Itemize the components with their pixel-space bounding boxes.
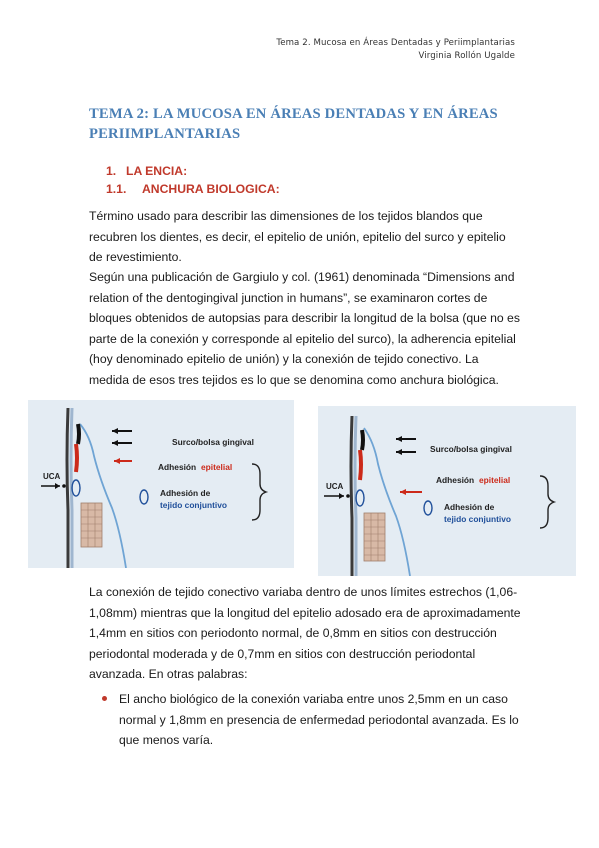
header-title: Tema 2. Mucosa en Áreas Dentadas y Periimplantarias [276, 38, 515, 48]
header-author: Virginia Rollón Ugalde [418, 51, 515, 61]
label-adhesion-de: Adhesión de [160, 488, 211, 498]
sulcus-mark [78, 424, 79, 444]
uca-label: UCA [326, 482, 344, 491]
section-label: LA ENCIA: [126, 164, 188, 178]
uca-label: UCA [43, 472, 61, 481]
bone-block [81, 503, 102, 547]
paragraph-conexion: La conexión de tejido conectivo variaba dentro de unos límites estrechos (1,06-1,08mm) mientras que la longitud del epitelio adosado era de aproximadamente 1,4mm en sitios con periodonto normal, de 0,8mm en sitios con destrucción periodontal moderada y de 0,7mm en sitios con destrucción periodontal avanzada. En otras palabras: [89, 585, 521, 682]
sulcus-mark [362, 430, 363, 450]
label-tejido-conjuntivo: tejido conjuntivo [160, 500, 227, 510]
page-title: TEMA 2: LA MUCOSA EN ÁREAS DENTADAS Y EN ÁREAS PERIIMPLANTARIAS [89, 106, 498, 142]
bullet-text: El ancho biológico de la conexión variaba entre unos 2,5mm en un caso normal y 1,8mm en presencia de enfermedad periodontal avanzada. Es lo que menos varía. [119, 692, 519, 748]
section-heading-encia [106, 164, 187, 178]
paragraph-gargiulo: Según una publicación de Gargiulo y col. (1961) denominada “Dimensions and relation of the dentogingival junction in humans”, se examinaron cortes de bloques obtenidos de autopsias para describir la longitud de la bolsa (que no es parte de la conexión y corresponde al epitelio del surco), la adherencia epitelial (hoy denominado epitelio de unión) y la conexión de tejido conectivo. La medida de esos tres tejidos es lo que se denomina como anchura biológica. [89, 270, 520, 387]
epithelial-attachment-mark [360, 450, 361, 480]
label-surco: Surco/bolsa gingival [172, 437, 254, 447]
label-tejido-conjuntivo: tejido conjuntivo [444, 514, 511, 524]
section-number: 1.1. [106, 182, 127, 196]
biological-width-figure-left [28, 400, 294, 568]
tooth-outline [67, 408, 68, 568]
epithelial-attachment-mark [76, 444, 77, 472]
section-label: ANCHURA BIOLOGICA: [142, 182, 280, 196]
bullet-icon [102, 696, 107, 701]
tooth-outline [351, 416, 352, 576]
label-epitelial: epitelial [479, 475, 511, 485]
biological-width-figure-right [318, 406, 576, 576]
label-epitelial: epitelial [201, 462, 233, 472]
bone-block [364, 513, 385, 561]
label-surco: Surco/bolsa gingival [430, 444, 512, 454]
label-adhesion: Adhesión [436, 475, 475, 485]
paragraph-definition: Término usado para describir las dimensiones de los tejidos blandos que recubren los dientes, es decir, el epitelio de unión, epitelio del surco y epitelio de revestimiento. [89, 209, 506, 265]
section-number: 1. [106, 164, 117, 178]
label-adhesion: Adhesión [158, 462, 197, 472]
section-heading-anchura [106, 182, 280, 196]
label-adhesion-de: Adhesión de [444, 502, 495, 512]
